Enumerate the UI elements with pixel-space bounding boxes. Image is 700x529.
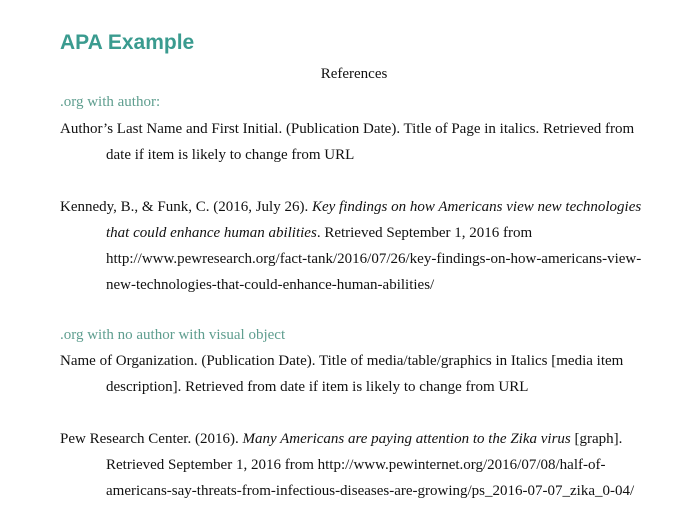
- citation-url-line: http://www.pewresearch.org/fact-tank/2016/07/26/key-findings-on-how-americans-view-: [106, 251, 642, 267]
- template-line: Name of Organization. (Publication Date). Title of media/table/graphics in Italics [media item: [60, 353, 624, 369]
- citation-retrieved: . Retrieved September 1, 2016 from: [316, 225, 533, 241]
- template-line: date if item is likely to change from URL: [106, 147, 355, 163]
- page-heading: APA Example: [60, 31, 195, 54]
- citation-organization-date: Pew Research Center. (2016).: [60, 431, 243, 447]
- references-title: References: [320, 66, 388, 82]
- citation-line: [60, 198, 641, 216]
- citation-authors-date: Kennedy, B., & Funk, C. (2016, July 26).: [60, 199, 312, 215]
- template-line: description]. Retrieved from date if item is likely to change from URL: [106, 379, 529, 395]
- section-label-org-with-author: .org with author:: [60, 94, 161, 110]
- citation-url-line: americans-say-threats-from-infectious-diseases-are-growing/ps_2016-07-07_zika_0-04/: [106, 483, 635, 499]
- section-label-org-no-author: .org with no author with visual object: [60, 327, 286, 343]
- citation-line: Retrieved September 1, 2016 from http://www.pewinternet.org/2016/07/08/half-of-: [106, 457, 606, 473]
- citation-title-italic: Key findings on how Americans view new technologies: [311, 199, 642, 215]
- citation-url-line: new-technologies-that-could-enhance-human-abilities/: [106, 277, 435, 293]
- citation-line: [106, 224, 532, 242]
- citation-media-description: [graph].: [570, 431, 623, 447]
- citation-line: [60, 430, 622, 448]
- citation-title-italic: Many Americans are paying attention to the Zika virus: [242, 431, 571, 447]
- citation-title-italic: that could enhance human abilities: [106, 225, 317, 241]
- template-line: Author’s Last Name and First Initial. (Publication Date). Title of Page in italics. Retrieved from: [60, 121, 635, 137]
